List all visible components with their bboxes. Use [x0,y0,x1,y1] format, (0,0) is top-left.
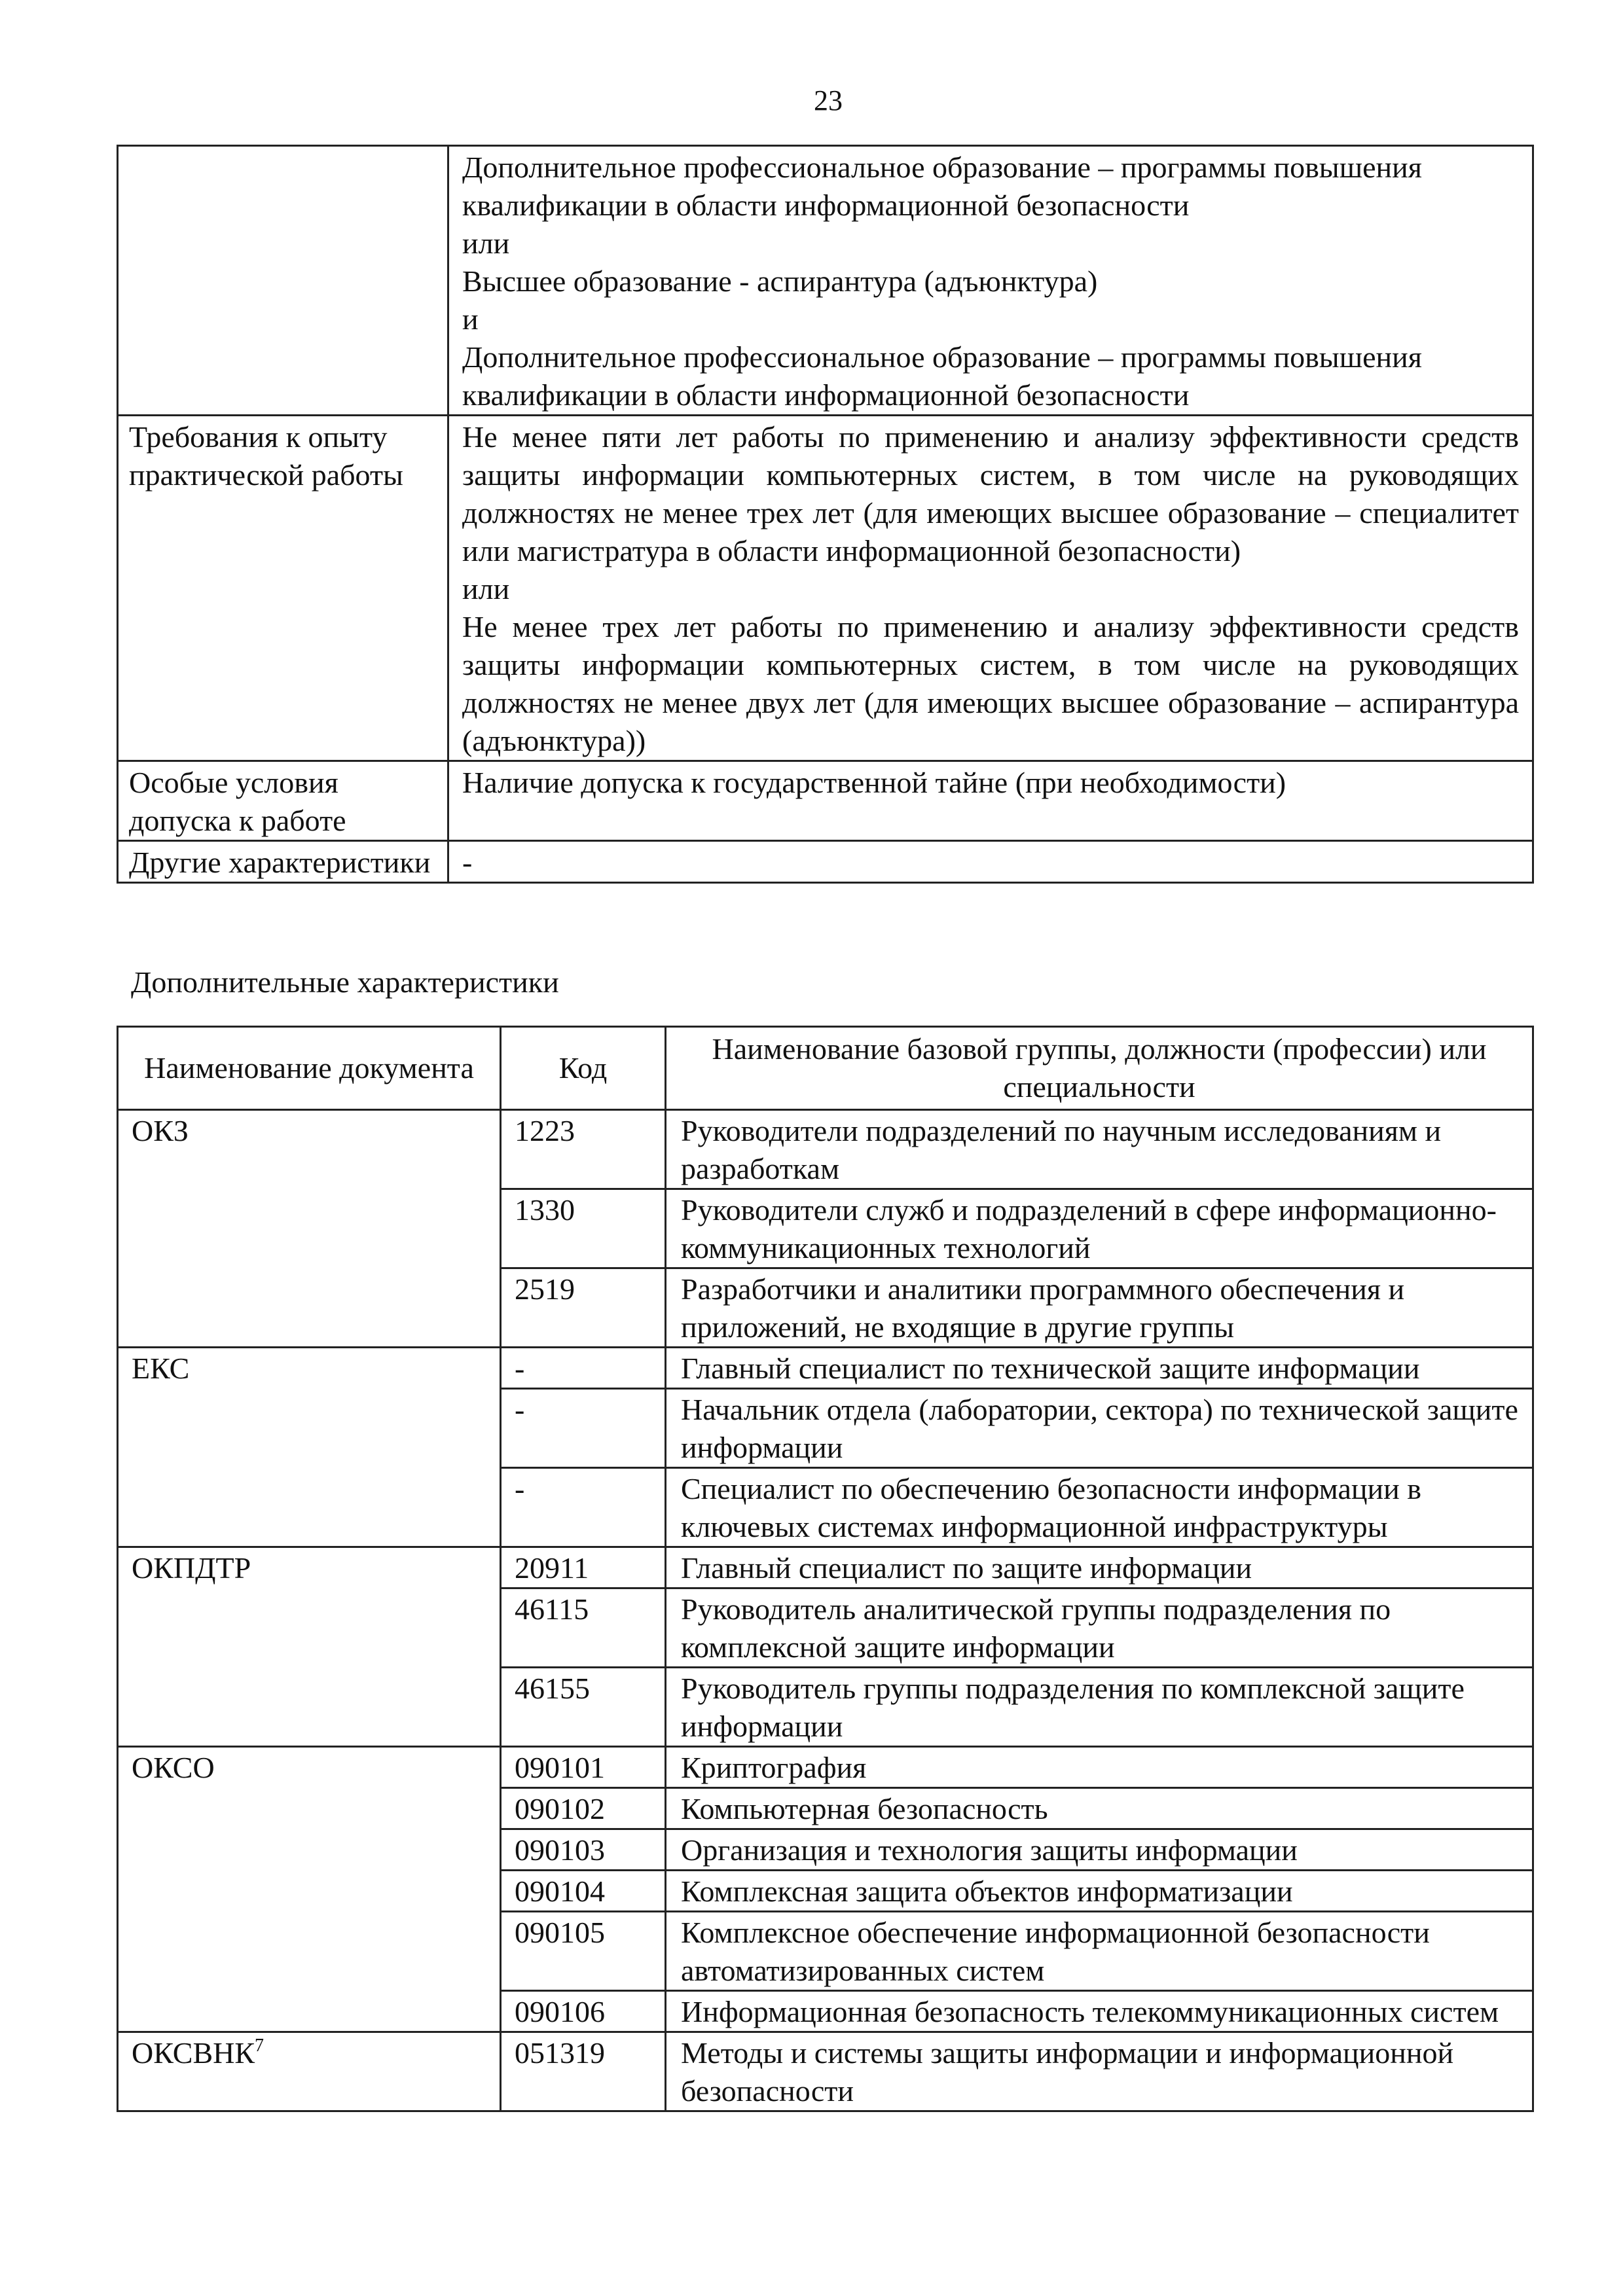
title-cell: Комплексная защита объектов информатизации [666,1871,1533,1912]
title-cell: Информационная безопасность телекоммуникационных систем [666,1991,1533,2032]
code-cell: - [501,1468,666,1547]
code-cell: 20911 [501,1547,666,1588]
education-requirements [448,146,1533,416]
table-row [118,416,1533,761]
doc-name-text: ОКСВНК [132,2036,255,2070]
title-cell: Руководитель аналитической группы подразделения по комплексной защите информации [666,1588,1533,1668]
code-cell: 2519 [501,1268,666,1348]
code-cell: - [501,1389,666,1468]
table-row [118,761,1533,841]
code-cell: 090106 [501,1991,666,2032]
title-cell: Компьютерная безопасность [666,1788,1533,1829]
code-cell: 090105 [501,1912,666,1991]
section-title: Дополнительные характеристики [131,965,559,999]
doc-name-cell: ОКЗ [118,1110,501,1348]
table-row [118,1547,1533,1588]
code-cell: 051319 [501,2032,666,2111]
column-header-title: Наименование базовой группы, должности (профессии) или специальности [666,1027,1533,1110]
text-line: или [462,572,510,605]
title-cell: Руководители подразделений по научным исследованиям и разработкам [666,1110,1533,1189]
doc-name-cell: ОКСО [118,1747,501,2032]
doc-name-cell [118,2032,501,2111]
title-cell: Разработчики и аналитики программного обеспечения и приложений, не входящие в другие группы [666,1268,1533,1348]
text-line: Высшее образование - аспирантура (адъюнктура) [462,264,1098,298]
code-cell: 1330 [501,1189,666,1268]
row-label: Другие характеристики [118,841,448,883]
title-cell: Руководители служб и подразделений в сфере информационно-коммуникационных технологий [666,1189,1533,1268]
title-cell: Специалист по обеспечению безопасности информации в ключевых системах информационной инфраструктуры [666,1468,1533,1547]
row-label [118,146,448,416]
code-cell: 090101 [501,1747,666,1788]
row-label: Требования к опыту практической работы [118,416,448,761]
experience-requirements [448,416,1533,761]
code-cell: 1223 [501,1110,666,1189]
code-cell: 090103 [501,1829,666,1871]
title-cell: Руководитель группы подразделения по комплексной защите информации [666,1668,1533,1747]
text-line: Дополнительное профессиональное образование – программы повышения квалификации в области информационной безопасности [462,340,1422,412]
table-row [118,1348,1533,1389]
code-cell: 46115 [501,1588,666,1668]
table-row [118,146,1533,416]
page-number: 23 [814,84,843,117]
text-line: - [462,846,473,879]
title-cell: Главный специалист по технической защите информации [666,1348,1533,1389]
title-cell: Начальник отдела (лаборатории, сектора) по технической защите информации [666,1389,1533,1468]
codes-table [117,1026,1534,2112]
code-cell: 46155 [501,1668,666,1747]
title-cell: Криптография [666,1747,1533,1788]
title-cell: Методы и системы защиты информации и информационной безопасности [666,2032,1533,2111]
table-row [118,1110,1533,1189]
column-header-code: Код [501,1027,666,1110]
table-row [118,841,1533,883]
text-line: Не менее трех лет работы по применению и анализу эффективности средств защиты информации компьютерных систем, в том числе на руководящих должностях не менее двух лет (для имеющих высшее образование – аспирантура (адъюнктура)) [462,610,1519,757]
row-label: Особые условия допуска к работе [118,761,448,841]
text-line: и [462,302,479,336]
title-cell: Комплексное обеспечение информационной безопасности автоматизированных систем [666,1912,1533,1991]
code-cell: 090104 [501,1871,666,1912]
table-row [118,1747,1533,1788]
text-line: Наличие допуска к государственной тайне (при необходимости) [462,766,1286,799]
special-conditions [448,761,1533,841]
text-line: Не менее пяти лет работы по применению и анализу эффективности средств защиты информации компьютерных систем, в том числе на руководящих должностях не менее трех лет (для имеющих высшее образование – специалитет или магистратура в области информационной безопасности) [462,420,1519,567]
other-characteristics [448,841,1533,883]
footnote-marker: 7 [255,2036,264,2056]
title-cell: Организация и технология защиты информации [666,1829,1533,1871]
code-cell: - [501,1348,666,1389]
table-header-row [118,1027,1533,1110]
text-line: или [462,226,510,260]
doc-name-cell: ЕКС [118,1348,501,1547]
code-cell: 090102 [501,1788,666,1829]
table-row [118,2032,1533,2111]
column-header-doc: Наименование документа [118,1027,501,1110]
title-cell: Главный специалист по защите информации [666,1547,1533,1588]
doc-name-cell: ОКПДТР [118,1547,501,1747]
text-line: Дополнительное профессиональное образование – программы повышения квалификации в области информационной безопасности [462,151,1422,222]
requirements-table [117,145,1534,884]
